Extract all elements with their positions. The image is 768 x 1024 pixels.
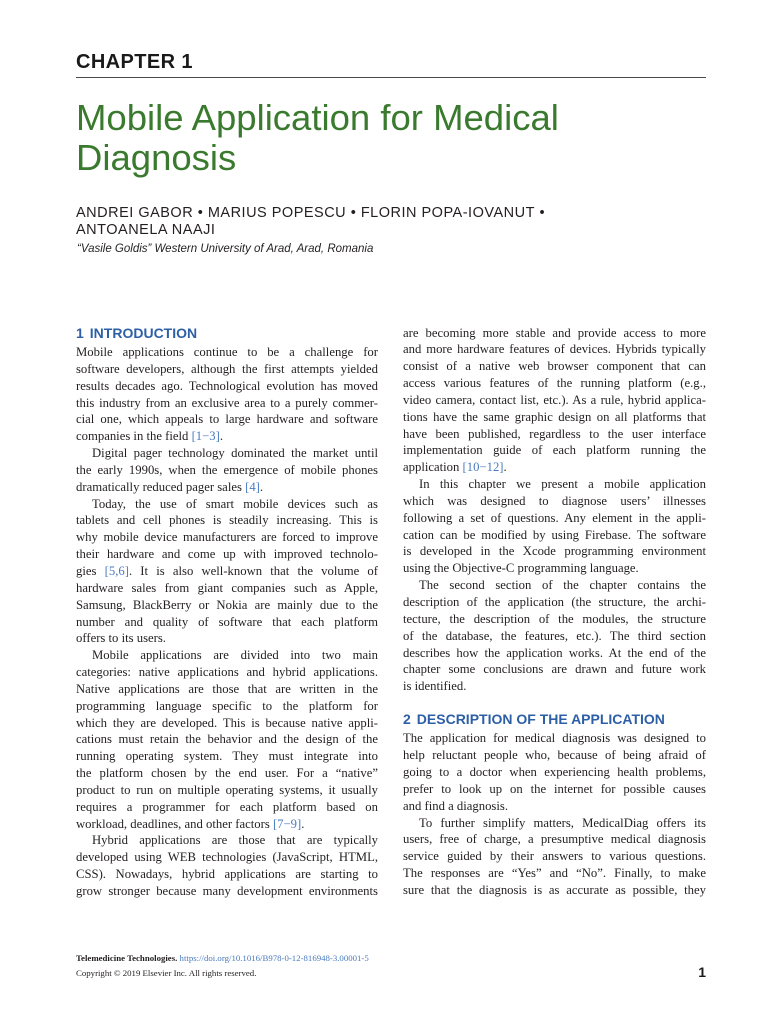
paragraph xyxy=(403,325,706,477)
text-line: the platform chosen by the end user. For a “native” xyxy=(76,766,378,781)
text-line: which was designed to diagnose users’ illnesses xyxy=(403,493,706,508)
section-number: 1 xyxy=(76,325,84,341)
author-name: FLORIN POPA-IOVANUT xyxy=(360,204,535,221)
text-line: tecture, the description of the modules, the structure xyxy=(403,611,706,626)
section-heading xyxy=(403,709,706,730)
author-name: ANDREI GABOR xyxy=(76,204,194,221)
text-line: To further simplify matters, MedicalDiag offers its xyxy=(419,815,706,830)
text-line: results decades ago. Technological evolution has moved xyxy=(76,378,378,393)
author-separator: • xyxy=(350,204,357,221)
paragraph xyxy=(403,815,706,899)
text-line: Mobile applications are divided into two main xyxy=(92,648,378,663)
text-line: tablets and cell phones is steadily increasing. This is xyxy=(76,513,378,528)
text-line: describes how the application works. At the end of the xyxy=(403,645,706,660)
text-line: why mobile device manufacturers are forced to improve xyxy=(76,530,378,545)
copyright-notice: Copyright © 2019 Elsevier Inc. All rights reserved. xyxy=(76,967,257,978)
text-line: workload, deadlines, and other factors [7−9]. xyxy=(76,816,305,831)
paragraph xyxy=(76,445,378,496)
text-line: Native applications are those that are written in the xyxy=(76,681,378,696)
text-line: gies [5,6]. It is also well-known that the volume of xyxy=(76,563,378,578)
text-line: implementation guide of each platform running the xyxy=(403,443,706,458)
paragraph xyxy=(76,344,378,445)
author-affiliation: “Vasile Goldis” Western University of Arad, Arad, Romania xyxy=(77,242,374,255)
text-line: In this chapter we present a mobile application xyxy=(419,477,706,492)
text-line: offers to its users. xyxy=(76,631,166,646)
text-line: chapter some conclusions are drawn and future work xyxy=(403,662,706,677)
text-line: The responses are “Yes” and “No”. Finally, to make xyxy=(403,866,706,881)
text-line: following a set of questions. Any element in the appli- xyxy=(403,510,706,525)
text-line: this industry from an exclusive area to a purely commer- xyxy=(76,395,378,410)
chapter-label: CHAPTER 1 xyxy=(76,51,193,73)
text-line: Digital pager technology dominated the market until xyxy=(92,446,378,461)
text-line: tions have the same graphic design on all platforms that xyxy=(403,409,706,424)
paragraph xyxy=(76,496,378,648)
text-line: going to a doctor when experiencing health problems, xyxy=(403,765,706,780)
text-line: consist of a native web browser component that can xyxy=(403,359,706,374)
text-line: running operating system. They must integrate into xyxy=(76,749,378,764)
text-line: help reluctant people who, because of being afraid of xyxy=(403,748,706,763)
author-separator: • xyxy=(539,204,546,221)
text-line: hardware sales from giant companies such as Apple, xyxy=(76,580,378,595)
text-line: The application for medical diagnosis was designed to xyxy=(403,731,706,746)
text-line: video camera, contact list, etc.). As a rule, hybrid applica- xyxy=(403,392,706,407)
citation-link[interactable]: [4] xyxy=(245,479,260,494)
text-line: Samsung, BlackBerry or Nokia are mainly due to the xyxy=(76,597,378,612)
text-line: which they are developed. This is because native appli- xyxy=(76,715,378,730)
text-line: Mobile applications continue to be a challenge for xyxy=(76,345,378,359)
paragraph xyxy=(76,832,378,899)
author-separator: • xyxy=(197,204,204,221)
text-line: dramatically reduced pager sales [4]. xyxy=(76,479,264,494)
citation-link[interactable]: [1−3] xyxy=(191,429,220,444)
text-column-left xyxy=(76,323,378,900)
chapter-rule xyxy=(76,77,706,78)
text-line: prefer to look up on the internet for possible causes xyxy=(403,781,706,796)
text-line: Today, the use of smart mobile devices such as xyxy=(92,496,378,511)
text-line: software developers, although the first attempts yielded xyxy=(76,361,378,376)
citation-link[interactable]: [7−9] xyxy=(272,816,302,831)
text-line: service guided by their answers to various questions. xyxy=(403,849,706,864)
text-line: and find a diagnosis. xyxy=(403,798,509,813)
text-line: The second section of the chapter contains the xyxy=(419,578,706,593)
section-title: DESCRIPTION OF THE APPLICATION xyxy=(416,711,665,728)
paragraph xyxy=(76,647,378,832)
text-line: their hardware and come up with improved technolo- xyxy=(76,547,378,562)
page-number: 1 xyxy=(698,964,706,980)
text-column-right xyxy=(403,325,706,899)
citation-link[interactable]: [10−12] xyxy=(462,460,504,475)
chapter-title-line: Mobile Application for Medical xyxy=(76,97,559,138)
author-name: MARIUS POPESCU xyxy=(207,204,347,221)
footer-citation xyxy=(76,952,369,964)
text-line: is developed in the Xcode programming environment xyxy=(403,544,706,559)
section-title: INTRODUCTION xyxy=(89,325,198,341)
text-line: product to run on multiple operating systems, it usually xyxy=(76,782,378,797)
text-line: companies in the field [1−3]. xyxy=(76,429,224,444)
text-line: programming language specific to the platform for xyxy=(76,698,378,713)
text-line: requires a programmer for each platform based on xyxy=(76,799,378,814)
doi-link[interactable]: https://doi.org/10.1016/B978-0-12-816948-3.00001-5 xyxy=(179,953,369,963)
text-line: Hybrid applications are those that are typically xyxy=(92,833,378,848)
paragraph xyxy=(403,476,706,577)
text-line: cation can be modified by using Firebase. The software xyxy=(403,527,706,542)
section-number: 2 xyxy=(403,711,411,728)
paragraph xyxy=(403,577,706,695)
text-line: using the Objective-C programming language. xyxy=(403,561,639,576)
text-line: application [10−12]. xyxy=(403,460,507,475)
text-line: cial one, which appeals to large hardware and software xyxy=(76,412,378,427)
chapter-title xyxy=(76,98,559,178)
text-line: access various features of the running platform (e.g., xyxy=(403,376,706,391)
text-line: are becoming more stable and provide access to more xyxy=(403,325,706,340)
text-line: the early 1990s, when the emergence of mobile phones xyxy=(76,462,378,477)
text-line: grow stronger because many development environments xyxy=(76,884,378,898)
author-list xyxy=(76,205,596,239)
text-line: number and quality of software that each platform xyxy=(76,614,378,629)
text-line: developed using WEB technologies (JavaScript, HTML, xyxy=(76,850,378,865)
author-name: ANTOANELA NAAJI xyxy=(76,221,216,238)
book-title: Telemedicine Technologies. xyxy=(76,953,178,963)
text-line: of the database, the features, etc.). The third section xyxy=(403,628,706,643)
text-line: users, free of charge, a presumptive medical diagnosis xyxy=(403,832,706,847)
text-line: cations must retain the behavior and the design of the xyxy=(76,732,378,747)
section-heading xyxy=(76,323,378,344)
text-line: description of the application (the structure, the archi- xyxy=(403,595,706,609)
paragraph xyxy=(403,730,706,814)
text-line: sure that the diagnosis is as accurate as possible, they xyxy=(403,882,706,897)
text-line: categories: native applications and hybrid applications. xyxy=(76,665,378,680)
chapter-title-line: Diagnosis xyxy=(76,137,237,178)
text-line: and more hardware features of devices. Hybrids typically xyxy=(403,342,706,357)
text-line: is identified. xyxy=(403,679,467,694)
citation-link[interactable]: [5,6] xyxy=(104,563,129,578)
text-line: CSS). Nowadays, hybrid applications are starting to xyxy=(76,867,378,882)
text-line: have been published, regardless to the user interface xyxy=(403,426,706,441)
